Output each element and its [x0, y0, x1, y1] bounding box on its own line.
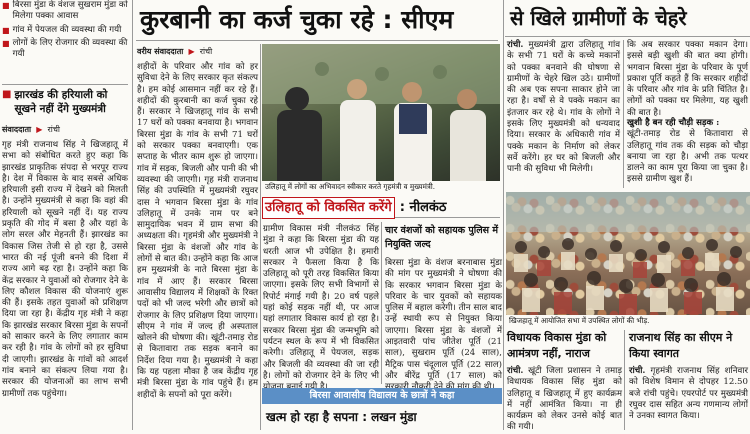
mla-body: [507, 366, 622, 433]
bullet-item: ■ गांव में पेयजल की व्यवस्था की गयी: [2, 24, 122, 35]
welcome-body: [629, 366, 748, 430]
jobs-headline: चार वंशजों को सहायक पुलिस में नियुक्ति जल्द: [385, 225, 499, 250]
subhead-body: खूंटी-तमाड़ रोड से कितावारा से उलिहातू गांव तक की सड़क को चौड़ा बनाया जा रहा है। अभी तक पत्थर डालने का काम पूरा किया जा चुका है। इससे ग्रामीण खुश हैं।: [627, 129, 748, 185]
divider: [2, 84, 128, 85]
photo-figures: [262, 44, 500, 192]
top-right-headline: से खिले ग्रामीणों के चेहरे: [510, 6, 687, 30]
column-rule: [503, 0, 504, 430]
bullet-item: ■ लोगों के लिए रोजगार की व्यवस्था की गयी: [2, 38, 130, 61]
crowd-caption: खिजहातू में आयोजित सभा में उपस्थित लोगों की भीड़.: [506, 315, 750, 326]
left-bullets: [2, 0, 130, 80]
left-sub-headline: ■ झारखंड की हरियाली को सूखने नहीं देंगे मुख्यमंत्री: [2, 89, 108, 115]
bottom-banner: बिरसा आवासीय विद्यालय के छात्रों ने कहा: [262, 388, 502, 404]
headline-underline: [505, 36, 750, 37]
place: रांची: [47, 125, 60, 134]
main-dateline: वरीय संवाददाता ▶ रांची: [137, 47, 213, 56]
bottom-headline: खत्म हो रहा है सपना : लखन मुंडा: [266, 410, 417, 424]
bullet-item: ■ बिरसा मुंडा के वंशज सुखराम मुंडा को मिलेगा पक्का आवास: [2, 0, 130, 23]
headline-person: : नीलकंठ: [399, 200, 447, 215]
place: रांची: [199, 47, 213, 56]
jobs-body: बिरसा मुंडा के वंशज बरनाबास मुंडा की मांग पर मुख्यमंत्री ने घोषणा की कि सरकार भगवान बिरसा मुंडा के परिवार के चार युवकों को सहायक पुलिस में बहाल करेगी। तीन साल बाद उन्हें स्थायी रूप से नियुक्त किया जाएगा। बिरसा मुंडा के वंशजों में आइतवारी पांच जीतेश पूर्ति (21 साल), सुखराम पूर्ति (24 साल), मैट्रिक पास चंदूलाल पूर्ति (22 साल) और बीरेंद्र पूर्ति (17 साल) को: [385, 258, 502, 381]
column-rule: [260, 44, 261, 430]
column-rule: [132, 0, 133, 430]
crowd-figures: [506, 192, 750, 326]
bullet-text: बिरसा मुंडा के वंशज सुखराम मुंडा को मिलेगा पक्का आवास: [12, 0, 128, 22]
ulihatu-body: ग्रामीण विकास मंत्री नीलकंठ सिंह मुंडा ने कहा कि बिरसा मुंडा की यह धरती आज भी उपेक्षित है। हमारी सरकार ने फैसला किया है कि उलिहातू को पूरी तरह विकसित किया जाएगा। इसके लिए सभी विभागों से रिपोर्ट मंगाई गयी है। 20 वर्ष पहले यहां कोई सड़क नहीं थी, पर आज यहां लगातार विकास कार्य हो रहा है। सरकार बिरसा मुंडा की जन्मभूमि को पर्यटन स्थल के रूप में भी विकसित करेगी। उलिहातू में पेयजल, सड़क और बिजली की व्यवस्था की जा रही है। लोगों को रोजगार देने के लिए भी: [263, 224, 379, 381]
column-rule: [623, 40, 624, 188]
place: रांची.: [507, 366, 524, 376]
bullet-text: लोगों के लिए रोजगार की व्यवस्था की गयी: [12, 37, 128, 60]
left-body: गृह मंत्री राजनाथ सिंह ने खिजहातू में सभा को संबोधित करते हुए कहा कि झारखंड प्राकृतिक संपदा से भरपूर राज्य है। देश में विकास के बाद सबसे अधिक हरियाली इसी राज्य में देखने को मिलती है। उन्होंने मुख्यमंत्री से कहा कि वहां की हरियाली को सूखने नहीं दें। यह राज्य प्रकृति की गोद में बसा है और यहां के लोग सरल और मेहनती हैं। झारखंड का विकास जिस तेजी से हो रहा है, उससे भारत की नई पूंजी बनने की दिशा में राज्य आगे बढ़ रहा है। उन्होंने कहा कि केंद्र सरकार ने युवाओं को रोजगार देने के लिए कौशल विकास की योजनाएं शुरू की हैं। इसके तहत युवाओं को प्रशिक्षण दिया जा रहा है। केंद्रीय गृह मंत्री ने कहा कि झारखंड सरकार बिरसा मुंडा के सपनों को साकार करने के लिए लगातार काम कर रही है। गांव के लोगों को हर सुविधा दी जाएगी। झारखंड के गांवों को आदर्श गांव बनाने का संकल्प लिया गया है। सरकार की योजनाओं का लाभ सभी ग्रामीणों तक पहुंचेगा।: [2, 140, 128, 399]
headline-underline: [136, 40, 498, 41]
main-body: शहीदों के परिवार और गांव को हर सुविधा देने के लिए सरकार कृत संकल्प है। हम कोई आसमान नहीं कर रहे हैं। शहीदों की कुरबानी का कर्ज चुका रहे हैं। सरकार ने खिजहातू गांव के सभी 17 घरों को पक्का बनवाया है। भगवान बिरसा मुंडा के गांव के सभी 71 घरों को सरकार पक्का बनवाएगी। एक सप्ताह के भीतर काम शुरू हो जाएगा। गांव में सड़क, बिजली और पानी की भी व्यवस्था की जाएगी। गृह मंत्री राजनाथ सिंह की उपस्थिति में मुख्यमंत्री रघुवर दास ने भगवान बिरसा मुंडा के गांव उलिहातू में उनके नाम पर बने सामुदायिक भवन में ग्राम सभा की अध्यक्षता की। गृहमंत्री और मुख्यमंत्री ने बिरसा मुंडा के वंशजों और गांव के लोगों से बात की। उन्होंने कहा कि आज हम मुख्यमंत्री के नाते बिरसा मुंडा के गांव में आए हैं। सरकार बिरसा आवासीय विद्यालय में शिक्षकों के रिक्त पदों को भी जल्द भरेगी और छात्रों को रोजगार के लिए प्रशिक्षण दिया जाएगा। सीएम ने गांव में जल्द ही अस्पताल खोलने की घोषणा की। खूंटी-तमाड़ रोड से कितावारा तक सड़क बनाने का निर्देश दिया गया है। मुख्यमंत्री ने कहा कि यह पहला मौका है जब केंद्रीय गृह मंत्री बिरसा मुंडा के गांव पहुंचे हैं। हम शहीदों के सपनों को पूरा करेंगे।: [137, 62, 258, 400]
welcome-headline: राजनाथ सिंह का सीएम ने किया स्वागत: [629, 331, 733, 360]
top-right-body-right: [627, 40, 748, 188]
body-text: गृहमंत्री राजनाथ सिंह शनिवार को विशेष विमान से दोपहर 12.50 बजे रांची पहुंचे। एयरपोर्ट पर मुख्यमंत्री रघुवर दास सहित अन्य गणमान्य लोगों ने उनका स्वागत किया।: [629, 366, 748, 422]
left-dateline: संवाददाता ▶ रांची: [2, 125, 60, 134]
byline: वरीय संवाददाता: [137, 47, 184, 56]
top-right-body-left: [507, 40, 620, 188]
left-column: [0, 0, 132, 430]
body-text: खूंटी जिला प्रशासन ने तमाड़ विधायक विकास सिंह मुंडा को उलिहातू व खिजहातू में हुए कार्यक्रम में नहीं आमंत्रित किया। ना ही कार्यक्रम को लेकर उनसे कोई बात की गयी।: [507, 366, 622, 433]
body-text: मुख्यमंत्री द्वारा उलिहातू गांव के सभी 71 घरों के कच्चे मकानों को पक्का बनवाने की घोषणा से ग्रामीणों के चेहरे खिल उठे। ग्रामीणों की अब एक सपना साकार होने जा रहा है। वर्षों से वे पक्के मकान का इंतजार कर रहे थे। गांव के लोगों ने इसके लिए मुख्यमंत्री को धन्यवाद दिया। सरकार के अधिकारी गांव में पक्के मकान के निर्माण को लेकर सर्वे करेंगे। हर घर को बिजली और पानी की सुविधा भी मिलेगी।: [507, 40, 620, 175]
column-rule: [381, 222, 382, 384]
headline-highlight: उलिहातू को विकसित करेंगे: [262, 197, 395, 219]
ulihatu-headline: [262, 196, 500, 218]
crowd-photo: [506, 192, 750, 326]
main-headline: कुरबानी का कर्ज चुका रहे : सीएम: [140, 5, 454, 34]
place: रांची.: [629, 366, 646, 376]
byline: संवाददाता: [2, 125, 32, 134]
body-text: कि अब सरकार पक्का मकान देगा। इससे बड़ी खुशी की बात क्या होगी। भगवान बिरसा मुंडा के परिवार के पूर्ण प्रकाश पूर्ति कहते हैं कि सरकार शहीदों के परिवार और गांव के प्रति चिंतित है। लोगों को पक्का घर मिलेगा, यह खुशी की बात है।: [627, 40, 748, 118]
photo-caption: उलिहातू में लोगों का अभिवादन स्वीकार करते गृहमंत्री व मुख्यमंत्री.: [262, 181, 500, 192]
place: रांची.: [507, 40, 524, 50]
column-rule: [624, 330, 625, 430]
mla-headline: विधायक विकास मुंडा को आमंत्रण नहीं, नाराज: [507, 331, 607, 360]
bullet-text: गांव में पेयजल की व्यवस्था की गयी: [12, 24, 122, 35]
news-photo: [262, 44, 500, 192]
subhead: खुशी है बन रही चौड़ी सड़क :: [627, 118, 720, 128]
